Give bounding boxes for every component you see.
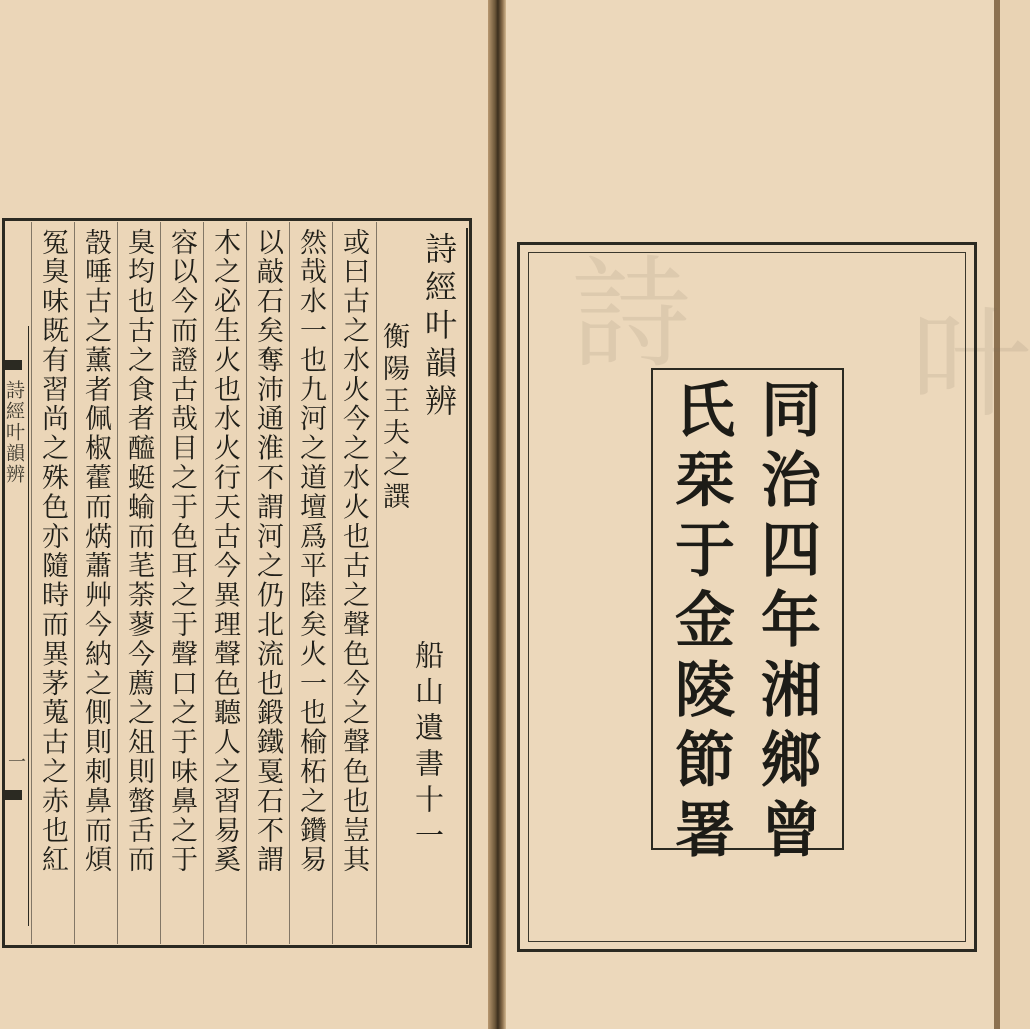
fishtail-mark (2, 360, 22, 370)
imprint-line: 同治四年湘鄉曾 (751, 378, 821, 868)
text-column: 以敲石矣奪沛通淮不謂河之仍北流也鍛鐵戛石不謂 (252, 228, 283, 875)
frame-inner-line (466, 228, 468, 944)
bleed-through-mark: 詩 (551, 250, 690, 370)
center-column-page-number: 一 (5, 752, 26, 770)
column-rule (332, 222, 333, 944)
text-column: 木之必生火也水火行天古今異理聲色聽人之習易奚 (209, 228, 240, 875)
book-gutter (488, 0, 506, 1029)
text-column: 容以今而證古哉目之于色耳之于聲口之于味鼻之于 (166, 228, 197, 875)
text-column: 或曰古之水火今之水火也古之聲色今之聲色也豈其 (338, 228, 369, 875)
text-column: 臭均也古之食者醯蜓蝓而芼荼蓼今薦之俎則螫舌而 (123, 228, 154, 875)
column-rule (376, 222, 377, 944)
page-edge (994, 0, 1000, 1029)
text-column: 冤臭味既有習尚之殊色亦隨時而異茅蒐古之赤也紅 (37, 228, 68, 875)
bleed-through-mark: 叶 (891, 300, 1030, 420)
column-rule (246, 222, 247, 944)
text-column: 然哉水一也九河之道壇爲平陸矣火一也榆柘之鑽易 (295, 228, 326, 875)
center-column-title: 詩經叶韻辨 (3, 380, 25, 485)
column-rule (117, 222, 118, 944)
fishtail-mark (2, 790, 22, 800)
column-rule (74, 222, 75, 944)
column-rule (203, 222, 204, 944)
column-rule (160, 222, 161, 944)
imprint-line: 氏栞于金陵節署 (665, 378, 735, 868)
author-line: 衡陽王夫之譔 (378, 322, 409, 514)
book-title: 詩經叶韻辨 (420, 232, 458, 422)
column-rule (289, 222, 290, 944)
column-rule (31, 222, 32, 944)
series-label: 船山遺書十一 (411, 640, 445, 856)
text-column: 嗀唾古之薰者佩椒藿而焫蕭艸今納之側則刺鼻而煩 (80, 228, 111, 875)
